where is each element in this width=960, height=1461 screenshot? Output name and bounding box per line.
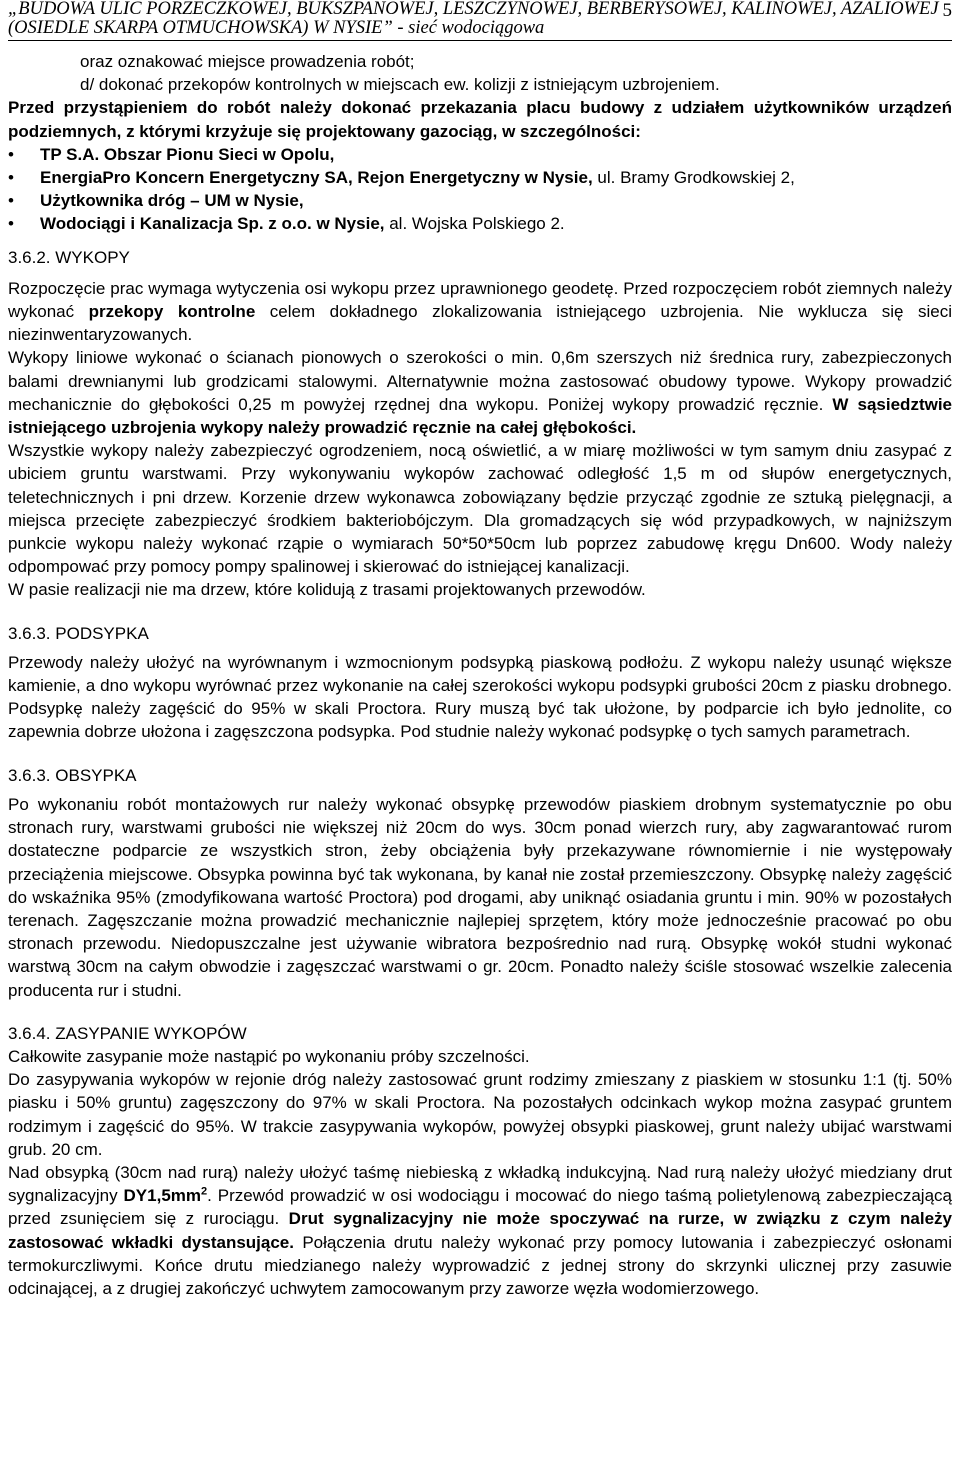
continuation-line: d/ dokonać przekopów kontrolnych w miejscach ew. kolizji z istniejącym uzbrojeniem. — [80, 75, 720, 95]
section-wykopy — [8, 246, 952, 602]
paragraph-text: Wykopy liniowe wykonać o ścianach pionowych o szerokości o min. 0,6m szerszych niż średnica rury, zabezpieczonych balami drewnianymi lub grodzicami stalowymi. Alternatywnie można zastosować obudowy typowe. Wykopy prowadzić mechanicznie do głębokości 0,25 m powyżej rzędnej dna wykopu. Poniżej wykopy prowadzić ręcznie. — [8, 348, 952, 414]
section-heading: 3.6.4. ZASYPANIE WYKOPÓW — [8, 1023, 247, 1043]
paragraph-text: . Przewód prowadzić w osi wodociągu i mocować do niego taśmą polietylenową zabezpieczającą przed zsunięciem się z rurociągu. — [8, 1186, 952, 1229]
list-item — [8, 189, 952, 212]
list-item — [8, 166, 952, 189]
paragraph-text: Rozpoczęcie prac wymaga wytyczenia osi wykopu przez uprawnionego geodetę. Przed rozpoczęciem robót ziemnych należy wykonać — [8, 278, 952, 322]
list-item-bold: TP S.A. Obszar Pionu Sieci w Opolu, — [40, 144, 335, 164]
list-item-bold: Użytkownika dróg – UM w Nysie, — [40, 191, 304, 211]
bullet-icon: • — [8, 214, 14, 234]
running-header — [8, 0, 952, 41]
list-item — [8, 212, 952, 235]
handover-paragraph: Przed przystąpieniem do robót należy dokonać przekazania placu budowy z udziałem użytkowników urządzeń podziemnych, z którymi krzyżuje się projektowany gazociąg, w szczególności: — [8, 98, 952, 141]
paragraph-text: Połączenia drutu należy wykonać przy pomocy lutowania i zabezpieczyć osłonami termokurczliwymi. Końce drutu miedzianego należy wyprowadzić z jednej strony do skrzynki ulicznej przy zasuwie odcinającej, a z drugiej zakończyć uchwytem zamocowanym przy zaworze węzła wodomierzowego. — [8, 1232, 952, 1298]
paragraph-emphasis: W sąsiedztwie istniejącego uzbrojenia wykopy należy prowadzić ręcznie na całej głębokości. — [8, 394, 952, 438]
paragraph-text: celem dokładnego zlokalizowania istniejącego uzbrojenia. Nie wyklucza się sieci niezinwentaryzowanych. — [8, 302, 952, 345]
list-item-bold: Wodociągi i Kanalizacja Sp. z o.o. w Nysie, — [40, 214, 385, 234]
list-item — [8, 143, 952, 166]
continuation-line: oraz oznakować miejsce prowadzenia robót; — [80, 52, 415, 71]
section-zasypanie — [8, 1022, 952, 1300]
paragraph — [8, 277, 952, 347]
paragraph — [8, 1161, 952, 1300]
list-item-text: ul. Bramy Grodkowskiej 2, — [592, 168, 795, 188]
paragraph: Całkowite zasypanie może nastąpić po wykonaniu próby szczelności. — [8, 1046, 530, 1066]
section-heading: 3.6.3. OBSYPKA — [8, 765, 137, 785]
utility-owners-list — [8, 143, 952, 236]
list-item-text: al. Wojska Polskiego 2. — [384, 214, 565, 234]
superscript: 2 — [201, 1185, 208, 1198]
section-heading: 3.6.2. WYKOPY — [8, 247, 130, 267]
bullet-icon: • — [8, 191, 14, 211]
bullet-icon: • — [8, 144, 14, 164]
paragraph-emphasis: DY1,5mm — [123, 1186, 202, 1206]
paragraph-emphasis: Drut sygnalizacyjny nie może spoczywać na rurze, w związku z czym należy zastosować wkładki dystansujące. — [8, 1209, 952, 1252]
intro-continuation — [8, 50, 952, 96]
bullet-icon: • — [8, 168, 14, 188]
section-heading: 3.6.3. PODSYPKA — [8, 623, 149, 643]
section-obsypka — [8, 764, 952, 1002]
paragraph: Przewody należy ułożyć na wyrównanym i wzmocnionym podsypką piaskową podłożu. Z wykopu należy usunąć większe kamienie, a dno wykopu wyrównać przez wykonanie na całej szerokości wykopu podsypki grubości 20cm z piasku drobnego. Podsypkę należy zagęścić do 95% w skali Proctora. Rury muszą być tak ułożone, by podparcie ich było jednolite, co zapewnia dobrze ułożona i zagęszczona podsypka. Pod studnie należy wykonać podsypkę o tych samych parametrach. — [8, 652, 952, 742]
paragraph-emphasis: przekopy kontrolne — [88, 302, 256, 322]
document-body — [8, 50, 952, 1300]
paragraph: Do zasypywania wykopów w rejonie dróg należy zastosować grunt rodzimy zmieszany z piaskiem w stosunku 1:1 (tj. 50% piasku i 50% gruntu) zagęszczony do 97% w skali Proctora. Na pozostałych odcinkach wykop można zasypać gruntem rodzimym i zagęścić do 95%. W trakcie zasypywania wykopów, powyżej obsypki piaskowej, grunt należy ubijać warstwami grub. 20 cm. — [8, 1070, 952, 1159]
page-number: 5 — [942, 0, 952, 21]
section-podsypka — [8, 622, 952, 744]
paragraph-text: Nad obsypką (30cm nad rurą) należy ułożyć taśmę niebieską z wkładką indukcyjną. Nad rurą należy ułożyć miedziany drut sygnalizacyjny — [8, 1162, 952, 1206]
paragraph: Po wykonaniu robót montażowych rur należy wykonać obsypkę przewodów piaskiem drobnym systematycznie po obu stronach rury, warstwami grubości nie większej niż 20cm do wys. 30cm ponad wierzch rury, aby zagwarantować rurom dostateczne podparcie ze wszystkich stron, żeby obciążenia były przekazywane równomiernie i nie występowały przeciążenia miejscowe. Obsypka powinna być tak wykonana, by kanał nie został przemieszczony. Obsypkę należy zagęścić do wskaźnika 95% (zmodyfikowana wartość Proctora) pod drogami, aby uniknąć osiadania gruntu i min. 90% w pozostałych terenach. Zagęszczanie można prowadzić mechanicznie najlepiej sprzętem, który może jednocześnie pracować po obu stronach przewodu. Niedopuszczalne jest używanie wibratora bezpośrednio nad rurą. Obsypkę wokół studni wykonać warstwą 30cm na całym obwodzie i zagęszczać warstwami o gr. 20cm. Ponadto należy ściśle stosować wszelkie zalecenia producenta rur i studni. — [8, 794, 952, 1000]
paragraph: Wszystkie wykopy należy zabezpieczyć ogrodzeniem, nocą oświetlić, a w miarę możliwości w tym samym dniu zasypać z ubiciem gruntu warstwami. Przy wykonywaniu wykopów zachować odległość 1,5 m od słupów energetycznych, teletechnicznych i pni drzew. Korzenie drzew wykonawca zobowiązany będzie przycząć zgodnie ze sztuką pielęgnacji, a miejsca przecięte zabezpieczyć środkiem bakteriobójczym. Dla gromadzących się wód przypadkowych, w najniższym punkcie wykopu należy wykonać rząpie o wymiarach 50*50*50cm lub poprzez zabudowę kręgu Dn600. Wody należy odpompować przy pomocy pompy spalinowej i skierować do istniejącej kanalizacji. — [8, 441, 952, 577]
list-item-bold: EnergiaPro Koncern Energetyczny SA, Rejon Energetyczny w Nysie, — [40, 168, 593, 188]
header-title-line-2: (OSIEDLE SKARPA OTMUCHOWSKA) W NYSIE” - sieć wodociągowa — [8, 18, 545, 38]
header-title-line-1: „BUDOWA ULIC PORZECZKOWEJ, BUKSZPANOWEJ, LESZCZYNOWEJ, BERBERYSOWEJ, KALINOWEJ, AZALIOWEJ — [8, 0, 939, 19]
paragraph — [8, 346, 952, 439]
paragraph: W pasie realizacji nie ma drzew, które kolidują z trasami projektowanych przewodów. — [8, 580, 646, 600]
